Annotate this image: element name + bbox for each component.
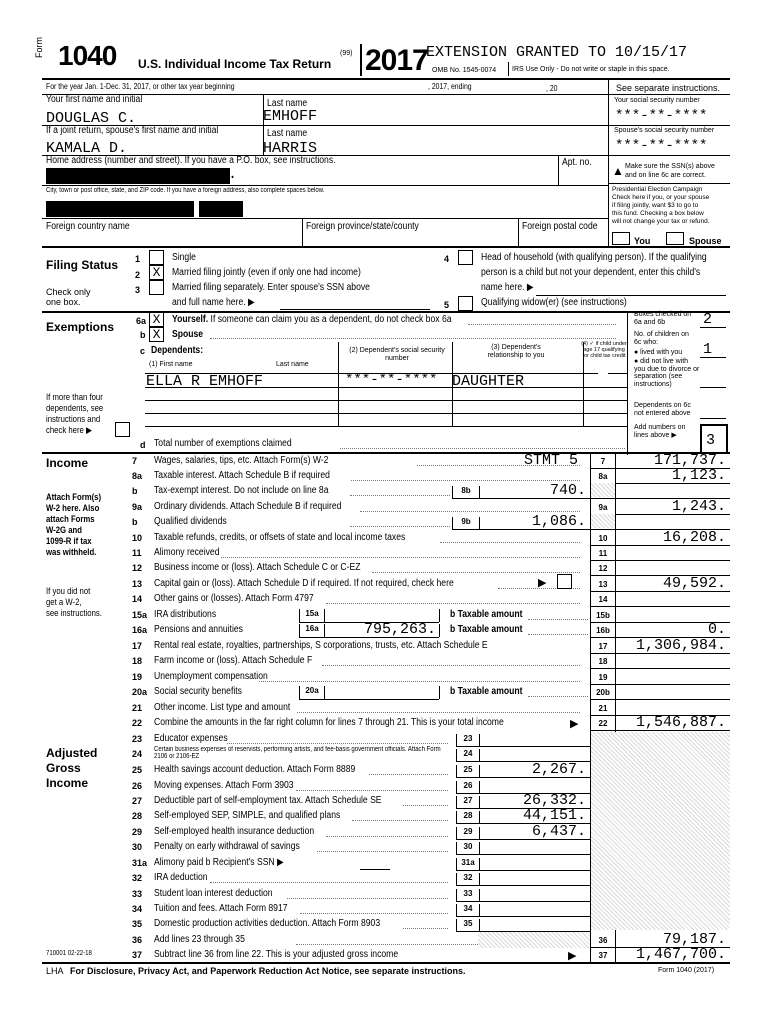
dot-leader [528,634,588,635]
single-checkbox[interactable] [149,250,164,265]
line-ref: 20b [596,688,610,697]
spouse-ssn-value[interactable]: ***-**-**** [615,138,708,154]
single-label: Single [172,252,196,263]
income-line-number: 16a [132,625,148,635]
spouse-ssn-label: Spouse's social security number [614,127,715,134]
pec-spouse-checkbox[interactable] [666,232,684,245]
line-ref: 24 [456,749,480,762]
agi-line-number: 24 [132,749,143,759]
income-line-label: Rental real estate, royalties, partnerships, S corporations, trusts, etc. Attach Schedule E [154,640,488,651]
ssn-label: Your social security number [614,97,700,104]
income-line-number: 18 [132,656,143,666]
agi-line-number: 34 [132,904,143,914]
filing-num-3: 3 [135,285,141,295]
last-name-label: Last name [267,98,308,109]
line-ref: 8a [598,472,608,481]
row-rule [299,699,439,700]
income-amount[interactable]: 1,243. [671,498,726,515]
dot-leader [227,743,448,744]
income-amount[interactable]: 1,546,887. [635,714,726,731]
dot-leader [528,696,588,697]
line-ref: 25 [456,765,480,778]
dependent-name[interactable]: ELLA R EMHOFF [146,373,264,390]
income-line-number: b [132,486,138,496]
ssn-note: Make sure the SSN(s) above and on line 6c are correct. [625,163,715,179]
total-exemptions-value[interactable]: 3 [706,432,716,449]
agi-line-number: 26 [132,781,143,791]
line-ref: 36 [598,936,608,945]
agi-line-label: Deductible part of self-employment tax. Attach Schedule SE [154,795,382,806]
foreign-province-label: Foreign province/state/county [306,221,419,232]
address-dot: . [228,166,238,183]
income-line-label: Social security benefits [154,686,242,697]
privacy-notice: For Disclosure, Privacy Act, and Paperwork Reduction Act Notice, see separate instructions. [70,966,466,976]
pec-text: Presidential Election Campaign Check here if you, or your spouse if filing jointly, want $3 to go to this fund. Checking a box below will not change your tax or refund. [612,186,710,225]
line-ref: 16b [596,626,610,635]
agi-line-number: 32 [132,873,143,883]
agi-line-label: Alimony paid b Recipient's SSN ▶ [154,857,284,868]
dot-leader [351,480,580,481]
spouse-first-value[interactable]: KAMALA D. [46,140,128,157]
line-ref: 26 [456,781,480,794]
a-line-ref: 20a [299,686,325,699]
qualifying-widow-checkbox[interactable] [458,296,473,311]
attach-w2-note: Attach Form(s) W-2 here. Also attach Forms W-2G and 1099-R if tax was withheld. [46,492,102,557]
yourself-checkbox[interactable]: X [149,312,164,327]
sub-amount[interactable]: 1,086. [531,513,586,530]
more-dependents-checkbox[interactable] [115,422,130,437]
year-20-label: , 20 [546,84,558,93]
boxes-checked-label: Boxes checked on 6a and 6b [634,311,692,326]
row-rule [590,560,730,561]
row-rule [456,901,590,902]
shaded-area-income-2 [591,514,615,528]
redacted-state-zip [199,201,243,217]
ssn-value[interactable]: ***-**-**** [615,108,708,124]
irs-use-only: IRS Use Only - Do not write or staple in this space. [512,66,670,73]
agi-line-number: 31a [132,858,148,868]
agi-amount[interactable]: 6,437. [531,823,586,840]
col-rule [439,609,440,622]
agi-line-label: Subtract line 36 from line 22. This is your adjusted gross income [154,949,399,960]
income-title: Income [46,456,89,470]
income-line-label: Other income. List type and amount [154,702,291,713]
agi-line-label: Domestic production activities deduction. Attach Form 8903 [154,918,381,929]
line-ref: 7 [600,457,606,466]
agi-line-number: 35 [132,919,143,929]
lived-with-value[interactable]: 1 [703,341,713,358]
exemptions-title: Exemptions [46,320,115,334]
filing-num-2: 2 [135,270,141,280]
agi-line-label: Health savings account deduction. Attach Form 8889 [154,764,356,775]
line-ref: 14 [598,595,608,604]
agi-amount[interactable]: 26,332. [522,792,586,809]
dot-leader [210,882,448,883]
sub-amount[interactable]: 740. [549,482,586,499]
spouse-last-label: Last name [267,128,308,139]
dot-leader [369,774,448,775]
line-ref: 17 [598,642,608,651]
agi-line-number: 25 [132,765,143,775]
line-ref: 35 [456,919,480,932]
dot-leader [259,681,580,682]
line-ref: 37 [598,951,608,960]
more-dependents-note: If more than four dependents, see instructions and check here ▶ [46,392,104,435]
city-label: City, town or post office, state, and ZIP code. If you have a foreign address, also complete spaces below. [46,187,325,194]
a-line-ref: 15a [299,609,325,622]
agi-total-amount[interactable]: 79,187. [662,931,726,948]
line-6c-label: Dependents: [151,345,204,356]
income-amount[interactable]: 1,306,984. [635,637,726,654]
arrow-icon: ▶ [538,577,547,589]
agi-line-label: Moving expenses. Attach Form 3903 [154,780,294,791]
row-rule [456,916,590,917]
agi-line-label: Educator expenses [154,733,228,744]
dependents-not-entered-label: Dependents on 6c not entered above [634,402,691,417]
statement-note: STMT 5 [524,452,579,469]
row-rule [590,668,730,669]
taxable-amount-label: b Taxable amount [450,609,523,620]
ssn-blank[interactable] [360,869,390,870]
income-line-number: 8a [132,471,143,481]
agi-amount[interactable]: 44,151. [522,807,586,824]
agi-line-number: 28 [132,811,143,821]
dot-leader [360,511,580,512]
dependent-child-credit-checkbox[interactable] [598,373,608,383]
row-rule [456,854,590,855]
dot-leader [440,542,580,543]
foreign-postal-label: Foreign postal code [522,221,598,232]
line-6a-num: 6a [136,316,147,326]
sub-line-ref: 8b [452,486,480,499]
income-line-label: Tax-exempt interest. Do not include on line 8a [154,485,329,496]
agi-line-number: 29 [132,827,143,837]
income-line-number: 19 [132,672,143,682]
income-line-number: 15a [132,610,148,620]
form-word: Form [34,37,44,58]
income-line-label: Taxable interest. Attach Schedule B if required [154,470,330,481]
dot-leader [221,557,580,558]
arrow-icon: ▶ [570,718,579,730]
dot-leader [403,928,448,929]
income-line-number: 14 [132,594,143,604]
code-99: (99) [340,50,353,57]
dot-leader [296,790,448,791]
check-only-note: Check only one box. [46,287,91,307]
children-label: No. of children on 6c who: [634,331,689,346]
income-line-label: Taxable refunds, credits, or offsets of state and local income taxes [154,532,406,543]
form-number: 1040 [58,40,117,71]
lha-label: LHA [46,966,64,976]
agi-line-number: 37 [132,950,143,960]
income-line-number: 21 [132,703,143,713]
income-line-number: 9a [132,502,143,512]
ending-label: , 2017, ending [428,82,472,91]
married-separate-checkbox[interactable] [149,280,164,295]
spouse-first-label: If a joint return, spouse's first name and initial [46,125,219,136]
a-line-ref: 16a [299,624,325,637]
tax-year-line: For the year Jan. 1-Dec. 31, 2017, or other tax year beginning [46,82,235,91]
dot-leader [326,603,580,604]
agi-line-number: 33 [132,889,143,899]
see-separate-instructions: See separate instructions. [616,83,721,93]
dot-leader [317,851,448,852]
spouse-last-value[interactable]: HARRIS [263,140,318,157]
arrow-icon: ▶ [568,950,577,962]
form-title: U.S. Individual Income Tax Return [138,57,332,71]
redacted-address [46,168,230,184]
shaded-area-income [591,483,615,497]
dot-leader [403,805,448,806]
home-address-label: Home address (number and street). If you have a P.O. box, see instructions. [46,155,336,166]
agi-line-label: Penalty on early withdrawal of savings [154,841,300,852]
dep-col2-label: (2) Dependent's social security number [349,347,445,362]
income-line-number: 22 [132,718,143,728]
no-w2-note: If you did not get a W-2, see instructions. [46,586,102,618]
income-line-label: Pensions and annuities [154,624,243,635]
head-household-label-2: person is a child but not your dependent, enter this child's [481,267,701,278]
dot-leader [297,712,580,713]
qualifying-widow-label: Qualifying widow(er) (see instructions) [481,297,627,308]
line-ref: 19 [598,673,608,682]
agi-line-number: 36 [132,935,143,945]
dot-leader [350,526,450,527]
head-household-checkbox[interactable] [458,250,473,265]
line-ref: 9a [598,503,608,512]
agi-title: Adjusted Gross Income [46,746,98,790]
line-ref: 12 [598,564,608,573]
dot-leader [352,820,448,821]
apt-label: Apt. no. [562,157,592,168]
shaded-area-agi [591,732,730,930]
taxable-amount-label: b Taxable amount [450,686,523,697]
income-line-number: 20a [132,687,148,697]
foreign-country-label: Foreign country name [46,221,130,232]
line-6d-label: Total number of exemptions claimed [154,438,292,449]
income-amount[interactable]: 1,123. [671,467,726,484]
col-rule [439,624,440,637]
income-amount[interactable]: 49,592. [662,575,726,592]
agi-line-number: 23 [132,734,143,744]
dep-col1-label: (1) First name [149,361,193,368]
extension-stamp: EXTENSION GRANTED TO 10/15/17 [426,44,688,61]
line-6a-label: Yourself. If someone can claim you as a dependent, do not check box 6a [172,314,452,325]
agi-line-number: 27 [132,796,143,806]
omb-number: OMB No. 1545-0074 [432,67,497,74]
dep-col3-label: (3) Dependent's relationship to you [487,344,545,359]
dot-leader [300,913,448,914]
line-ref: 27 [456,796,480,809]
agi-line-label: Self-employed SEP, SIMPLE, and qualified plans [154,810,341,821]
line-ref: 13 [598,580,608,589]
income-line-number: 7 [132,456,138,466]
capital-gain-checkbox[interactable] [557,574,572,589]
income-line-number: b [132,517,138,527]
col-rule [439,686,440,699]
agi-line-label: IRA deduction [154,872,208,883]
filing-num-5: 5 [444,300,450,310]
pec-spouse-label: Spouse [689,236,722,246]
line-ref: 15b [596,611,610,620]
filing-num-4: 4 [444,254,450,264]
lived-with-label: ● lived with you [634,349,683,356]
row-rule [590,606,730,607]
last-name-value[interactable]: EMHOFF [263,108,318,125]
not-lived-label: ● did not live with you due to divorce or separation (see instructions) [634,358,700,388]
agi-line-label: Certain business expenses of reservists, performing artists, and fee-basis government officials. Attach Form 2106 or 2106-EZ [154,746,441,760]
first-name-label: Your first name and initial [46,94,143,105]
row-rule [456,746,590,747]
agi-line-label: Self-employed health insurance deduction [154,826,315,837]
income-line-label: IRA distributions [154,609,217,620]
income-amount[interactable]: 171,737. [653,452,726,469]
add-numbers-label: Add numbers on lines above ▶ [634,424,686,439]
tax-year: 2017 [365,44,428,77]
income-line-label: Capital gain or (loss). Attach Schedule D if required. If not required, check here [154,578,454,589]
a-amount[interactable]: 795,263. [363,621,436,638]
line-6b-label: Spouse [172,329,204,340]
agi-line-label: Student loan interest deduction [154,888,273,899]
dependent-relationship[interactable]: DAUGHTER [452,373,525,390]
dot-leader [350,495,450,496]
line-ref: 32 [456,873,480,886]
income-line-label: Business income or (loss). Attach Schedule C or C-EZ [154,562,361,573]
income-amount[interactable]: 0. [707,621,726,638]
ssn-arrow-icon: ▲ [612,164,624,178]
line-ref: 23 [456,734,480,747]
pec-you-checkbox[interactable] [612,232,630,245]
dot-leader [326,836,448,837]
line-ref: 18 [598,657,608,666]
income-line-label: Alimony received [154,547,220,558]
income-line-number: 12 [132,563,143,573]
taxable-amount-label: b Taxable amount [450,624,523,635]
income-line-number: 13 [132,579,143,589]
row-rule [590,699,730,700]
pec-you-label: You [634,236,651,246]
line-ref: 33 [456,889,480,902]
agi-line-label: Tuition and fees. Attach Form 8917 [154,903,288,914]
head-household-label-3: name here. ▶ [481,282,534,293]
line-ref: 30 [456,842,480,855]
income-line-label: Qualified dividends [154,516,227,527]
agi-line-number: 30 [132,842,143,852]
line-ref: 10 [598,534,608,543]
line-ref: 34 [456,904,480,917]
dot-leader [417,465,580,466]
agi-line-label: Add lines 23 through 35 [154,934,245,945]
boxes-checked-value[interactable]: 2 [703,311,713,328]
income-line-label: Combine the amounts in the far right column for lines 7 through 21. This is your total income [154,717,504,728]
income-line-label: Farm income or (loss). Attach Schedule F [154,655,313,666]
married-separate-label-2: and full name here. ▶ [172,297,255,308]
dot-leader [528,619,588,620]
dot-leader [287,898,448,899]
spouse-exemption-checkbox[interactable]: X [149,327,164,342]
dependent-ssn[interactable]: ***-**-**** [345,372,438,388]
dep-col4-label: (4) ✓ if child under age 17 qualifying for child tax credit [581,341,627,359]
line-6d-num: d [140,440,146,450]
line-ref: 22 [598,719,608,728]
dot-leader [322,665,580,666]
footer-form: Form 1040 (2017) [658,967,715,974]
income-line-label: Other gains or (losses). Attach Form 4797 [154,593,314,604]
shaded-area-agi-mid [478,932,590,948]
income-line-label: Unemployment compensation [154,671,268,682]
head-household-label: Head of household (with qualifying person). If the qualifying [481,252,707,263]
line-ref: 11 [598,549,608,558]
income-line-number: 17 [132,641,143,651]
row-rule [456,885,590,886]
income-line-number: 10 [132,533,143,543]
redacted-city [46,201,194,217]
married-joint-label: Married filing jointly (even if only one had income) [172,267,361,278]
agi-total-amount[interactable]: 1,467,700. [635,946,726,963]
line-6c-num: c [140,346,146,356]
line-ref: 29 [456,827,480,840]
sub-line-ref: 9b [452,517,480,530]
income-amount[interactable]: 16,208. [662,529,726,546]
income-line-number: 11 [132,548,142,558]
married-joint-checkbox[interactable]: X [149,265,164,280]
filing-status-title: Filing Status [46,258,118,272]
line-ref: 21 [598,704,608,713]
row-rule [456,870,590,871]
line-ref: 28 [456,811,480,824]
income-line-label: Wages, salaries, tips, etc. Attach Form(s) W-2 [154,455,329,466]
line-6b-num: b [140,330,146,340]
first-name-value[interactable]: DOUGLAS C. [46,110,137,127]
filing-num-1: 1 [135,254,141,264]
footer-code: 710001 02-22-18 [46,950,92,957]
row-rule [590,684,730,685]
dot-leader [372,572,580,573]
agi-amount[interactable]: 2,267. [531,761,586,778]
dep-col1b-label: Last name [276,361,309,368]
married-separate-label: Married filing separately. Enter spouse's SSN above [172,282,370,293]
income-line-label: Ordinary dividends. Attach Schedule B if required [154,501,342,512]
line-ref: 31a [456,858,480,871]
